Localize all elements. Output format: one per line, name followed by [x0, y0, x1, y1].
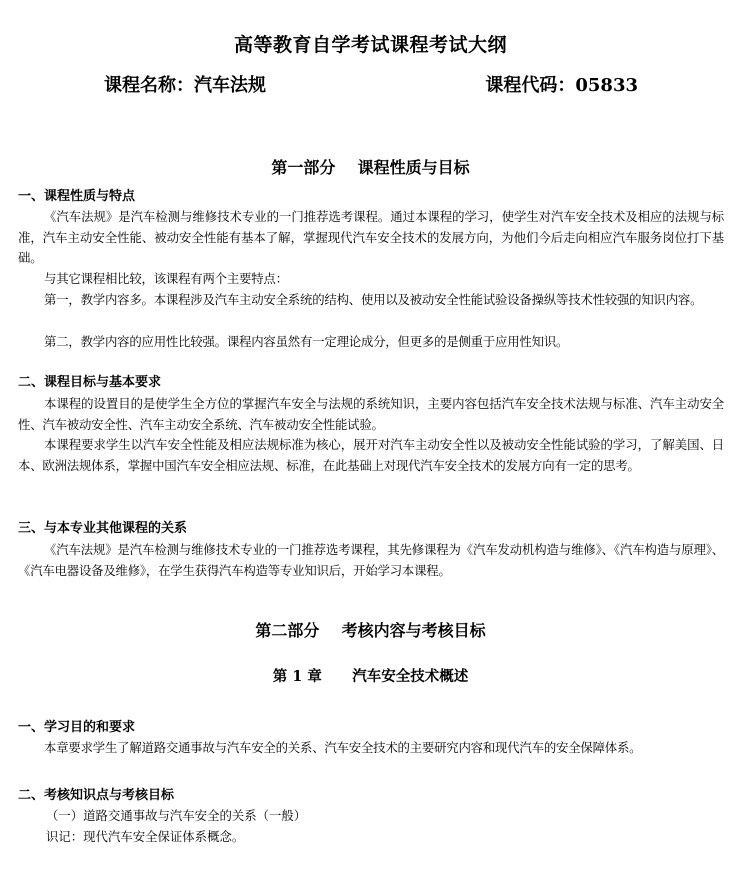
course-code: 课程代码：05833 — [485, 75, 638, 96]
paragraph: 本课程要求学生以汽车安全性能及相应法规标准为核心，展开对汽车主动安全性以及被动安全性能试验的学习，了解美国、日本、欧洲法规体系，掌握中国汽车安全相应法规、标准，在此基础上对现代汽车安全技术的发展方向有一定的思考。 — [18, 437, 724, 473]
course-info-line — [104, 71, 638, 97]
paragraph: 与其它课程相比较，该课程有两个主要特点： — [44, 271, 288, 286]
paragraph: 本章要求学生了解道路交通事故与汽车安全的关系、汽车安全技术的主要研究内容和现代汽车的安全保障体系。 — [44, 740, 642, 755]
course-name: 课程名称：汽车法规 — [104, 75, 266, 96]
section-heading-goals: 二、课程目标与基本要求 — [18, 375, 162, 390]
section-heading-knowledge-points: 二、考核知识点与考核目标 — [18, 788, 175, 803]
part2-title: 第二部分 考核内容与考核目标 — [255, 621, 486, 640]
paragraph: 《汽车法规》是汽车检测与维修技术专业的一门推荐选考课程，其先修课程为《汽车发动机构造与维修》、《汽车构造与原理》、《汽车电器设备及维修》，在学生获得汽车构造等专业知识后，开始学习本课程。 — [18, 542, 724, 578]
paragraph: 《汽车法规》是汽车检测与维修技术专业的一门推荐选考课程。通过本课程的学习，使学生对汽车安全技术及相应的法规与标准，汽车主动安全性能、被动安全性能有基本了解，掌握现代汽车安全技术的发展方向，为他们今后走向相应汽车服务岗位打下基础。 — [18, 209, 724, 265]
paragraph: 第一，教学内容多。本课程涉及汽车主动安全系统的结构、使用以及被动安全性能试验设备操纵等技术性较强的知识内容。 — [44, 292, 703, 307]
chapter-title: 第 1 章 汽车安全技术概述 — [272, 668, 469, 685]
paragraph: 第二，教学内容的应用性比较强。课程内容虽然有一定理论成分，但更多的是侧重于应用性知识。 — [44, 334, 569, 349]
section-heading-objectives: 一、学习目的和要求 — [18, 720, 136, 735]
section-heading-nature: 一、课程性质与特点 — [18, 189, 136, 204]
part1-title: 第一部分 课程性质与目标 — [271, 158, 470, 177]
recognize-line: 识记：现代汽车安全保证体系概念。 — [46, 829, 245, 844]
section-heading-relations: 三、与本专业其他课程的关系 — [18, 521, 188, 536]
sub-item: （一）道路交通事故与汽车安全的关系（一般） — [46, 808, 307, 823]
paragraph: 本课程的设置目的是使学生全方位的掌握汽车安全与法规的系统知识，主要内容包括汽车安全技术法规与标准、汽车主动安全性、汽车被动安全性、汽车主动安全系统、汽车被动安全性能试验。 — [18, 396, 724, 432]
document-title: 高等教育自学考试课程考试大纲 — [233, 34, 507, 56]
